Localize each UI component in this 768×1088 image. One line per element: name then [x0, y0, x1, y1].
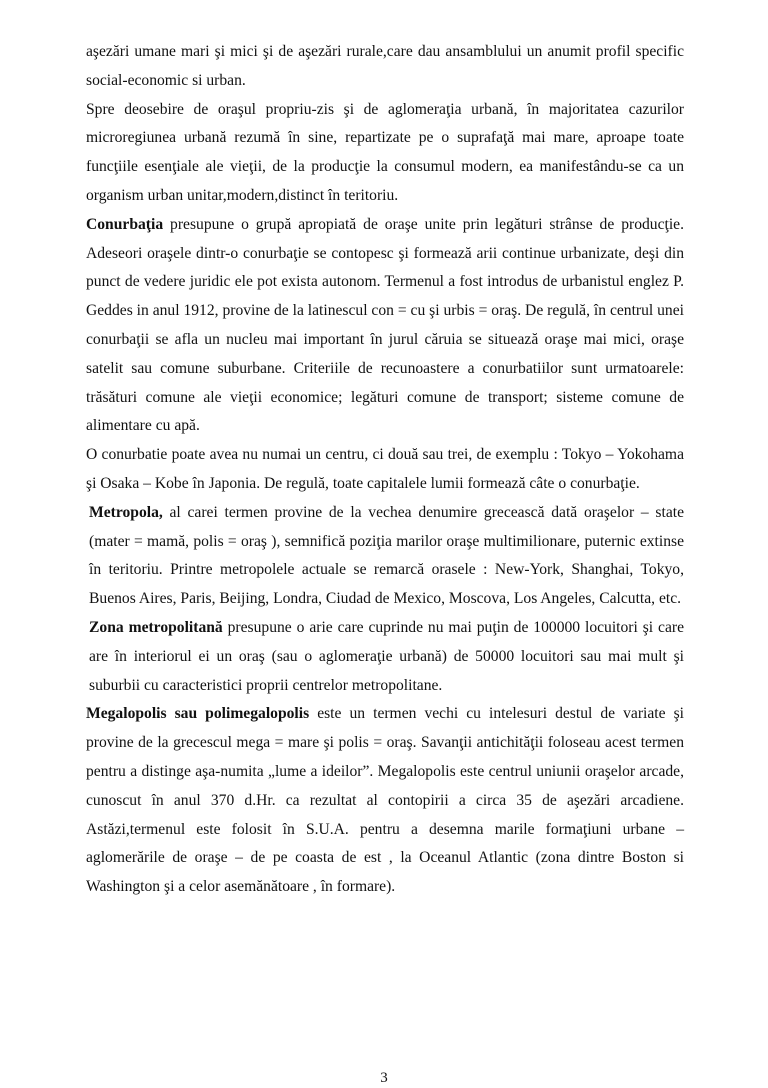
term-megalopolis: Megalopolis sau polimegalopolis — [86, 705, 310, 723]
paragraph-text: aşezări umane mari şi mici şi de aşezări rurale,care dau ansamblului un anumit profil specific social-economic si urban. — [86, 43, 684, 89]
paragraph-text: al carei termen provine de la vechea denumire grecească dată oraşelor – state (mater = mamă, polis = oraş ), semnifică poziţia marilor oraşe multimilionare, puternic extinse în teritoriu. Printre metropolele actuale se remarcă orasele : New-York, Shanghai, Tokyo, Buenos Aires, Paris, Beijing, Londra, Ciudad de Mexico, Moscova, Los Angeles, Calcutta, etc. — [89, 503, 684, 608]
paragraph-text: presupune o arie care cuprinde nu mai puţin de 100000 locuitori şi care are în interiorul ei un oraş (sau o aglomeraţie urbană) de 50000 locuitori sau mai mult şi suburbii cu caracteristici proprii centrelor metropolitane. — [89, 618, 685, 694]
paragraph-conurbation-centers — [86, 441, 684, 499]
paragraph-metropolis — [86, 499, 684, 614]
paragraph-text: O conurbatie poate avea nu numai un centru, ci două sau trei, de exemplu : Tokyo – Yokohama şi Osaka – Kobe în Japonia. De regulă, toate capitalele lumii formează câte o conurbaţie. — [86, 446, 684, 492]
document-page — [86, 38, 684, 902]
paragraph-conurbation — [86, 211, 684, 441]
paragraph-text: presupune o grupă apropiată de oraşe unite prin legături strânse de producţie. Adeseori oraşele dintr-o conurbaţie se contopesc şi formează arii continue urbanizate, deşi din punct de vedere juridic ele pot exista autonom. Termenul a fost introdus de urbanistul englez P. Geddes in anul 1912, provine de la latinescul con = cu şi urbis = oraş. De regulă, în centrul unei conurbaţii se afla un nucleu mai important în jurul căruia se situează oraşe mai mici, oraşe satelit sau comune suburbane. Criteriile de recunoastere a conurbatiilor sunt urmatoarele: trăsături comune ale vieţii economice; legături comune de transport; sisteme comune de alimentare cu apă. — [86, 215, 684, 435]
paragraph-megalopolis — [86, 700, 684, 902]
paragraph-microregion — [86, 96, 684, 211]
term-metropolitan-zone: Zona metropolitană — [89, 618, 223, 636]
paragraph-text: Spre deosebire de oraşul propriu-zis şi de aglomeraţia urbană, în majoritatea cazurilor microregiunea urbană rezumă în sine, repartizate pe o suprafaţă mai mare, aproape toate funcţiile esenţiale ale vieţii, de la producţie la consumul modern, ea manifestându-se ca un organism urban unitar,modern,distinct în teritoriu. — [86, 100, 684, 204]
term-metropolis: Metropola, — [89, 503, 163, 521]
paragraph-urban-settlements — [86, 38, 684, 96]
paragraph-text: este un termen vechi cu intelesuri destul de variate şi provine de la grecescul mega = mare şi polis = oraş. Savanţii antichităţii foloseau acest termen pentru a distinge aşa-numita „lume a ideilor”. Megalopolis este centrul uniunii oraşelor arcade, cunoscut în anul 370 d.Hr. ca rezultat al contopirii a circa 35 de aşezări arcadiene. Astăzi,termenul este folosit în S.U.A. pentru a desemna marile formaţiuni urbane – aglomerările de oraşe – de pe coasta de est , la Oceanul Atlantic (zona dintre Boston si Washington şi a celor asemănătoare , în formare). — [86, 705, 684, 896]
page-number: 3 — [380, 1070, 388, 1086]
term-conurbation: Conurbaţia — [86, 215, 164, 233]
paragraph-metropolitan-zone — [86, 614, 684, 700]
